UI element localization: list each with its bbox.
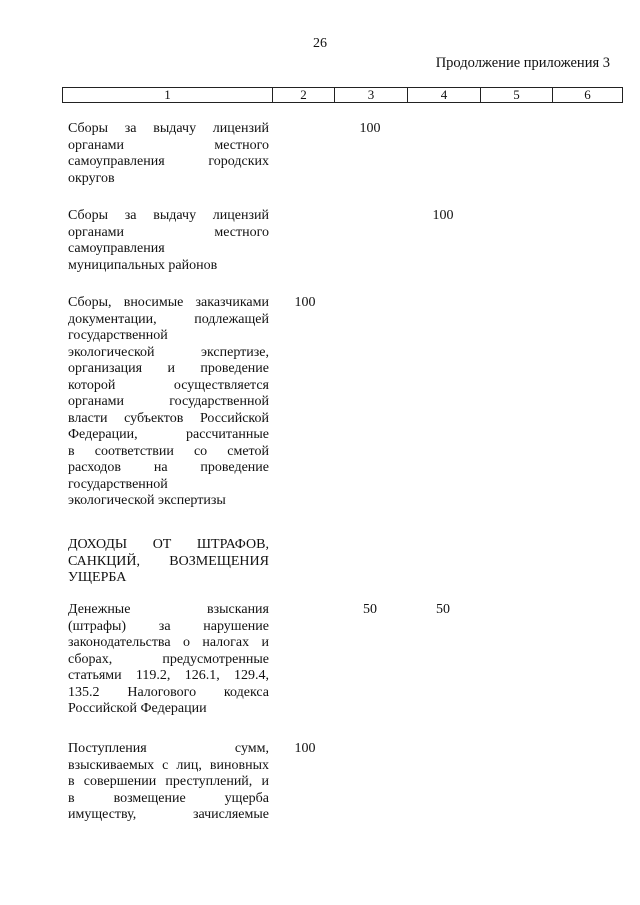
text-line: экологической экспертизы [68, 493, 226, 508]
text-line: в совершении преступлений, и [68, 774, 269, 789]
text-line: САНКЦИЙ, ВОЗМЕЩЕНИЯ [68, 553, 269, 569]
row-5-description [68, 602, 269, 718]
text-line: организация и проведение [68, 361, 269, 376]
text-line: самоуправления [68, 241, 165, 256]
text-line: государственной [68, 476, 168, 492]
text-line: сборах, предусмотренные [68, 651, 269, 667]
text-line: в возмещение ущерба [68, 790, 269, 806]
row-1-description [68, 121, 269, 187]
column-header-4: 4 [408, 88, 481, 103]
row-3-description [68, 295, 269, 510]
column-header-row [63, 88, 623, 103]
text-line: Поступления сумм, [68, 741, 269, 756]
text-line: Российской Федерации [68, 701, 207, 716]
row-5-col-4: 50 [436, 602, 450, 617]
text-line: документации, подлежащей [68, 311, 269, 327]
column-header-2: 2 [273, 88, 335, 103]
text-line: Федерации, рассчитанные [68, 427, 269, 442]
text-line: экологической экспертизе, [68, 344, 269, 360]
text-line: взыскиваемых с лиц, виновных [68, 757, 269, 773]
text-line: УЩЕРБА [68, 570, 127, 585]
text-line: округов [68, 170, 115, 186]
appendix-continuation-note: Продолжение приложения 3 [435, 55, 610, 71]
text-line: Сборы за выдачу лицензий [68, 121, 269, 136]
row-4-description [68, 537, 269, 587]
text-line: самоуправления городских [68, 154, 269, 169]
text-line: органами местного [68, 224, 269, 240]
text-line: в соответствии со сметой [68, 443, 269, 459]
row-2-col-4: 100 [432, 208, 454, 223]
text-line: органами местного [68, 137, 269, 153]
text-line: 135.2 Налогового кодекса [68, 684, 269, 700]
column-header-1: 1 [63, 88, 273, 103]
row-2-description [68, 208, 269, 274]
page-number: 26 [313, 36, 327, 51]
text-line: статьями 119.2, 126.1, 129.4, [68, 668, 269, 683]
text-line: Денежные взыскания [68, 602, 269, 617]
row-6-col-2: 100 [294, 741, 316, 756]
text-line: (штрафы) за нарушение [68, 618, 269, 634]
text-line: расходов на проведение [68, 460, 269, 475]
row-6-description [68, 741, 269, 824]
row-5-col-3: 50 [363, 602, 377, 617]
text-line: имуществу, зачисляемые [68, 807, 269, 822]
text-line: власти субъектов Российской [68, 410, 269, 426]
row-1-col-3: 100 [359, 121, 381, 136]
text-line: законодательства о налогах и [68, 635, 269, 650]
text-line: ДОХОДЫ ОТ ШТРАФОВ, [68, 537, 269, 552]
text-line: органами государственной [68, 394, 269, 409]
column-header-5: 5 [481, 88, 553, 103]
text-line: Сборы за выдачу лицензий [68, 208, 269, 223]
text-line: Сборы, вносимые заказчиками [68, 295, 269, 310]
column-header-table [62, 87, 623, 103]
column-header-3: 3 [335, 88, 408, 103]
text-line: муниципальных районов [68, 257, 218, 273]
column-header-6: 6 [553, 88, 623, 103]
row-3-col-2: 100 [294, 295, 316, 310]
text-line: государственной [68, 328, 168, 343]
text-line: которой осуществляется [68, 377, 269, 393]
